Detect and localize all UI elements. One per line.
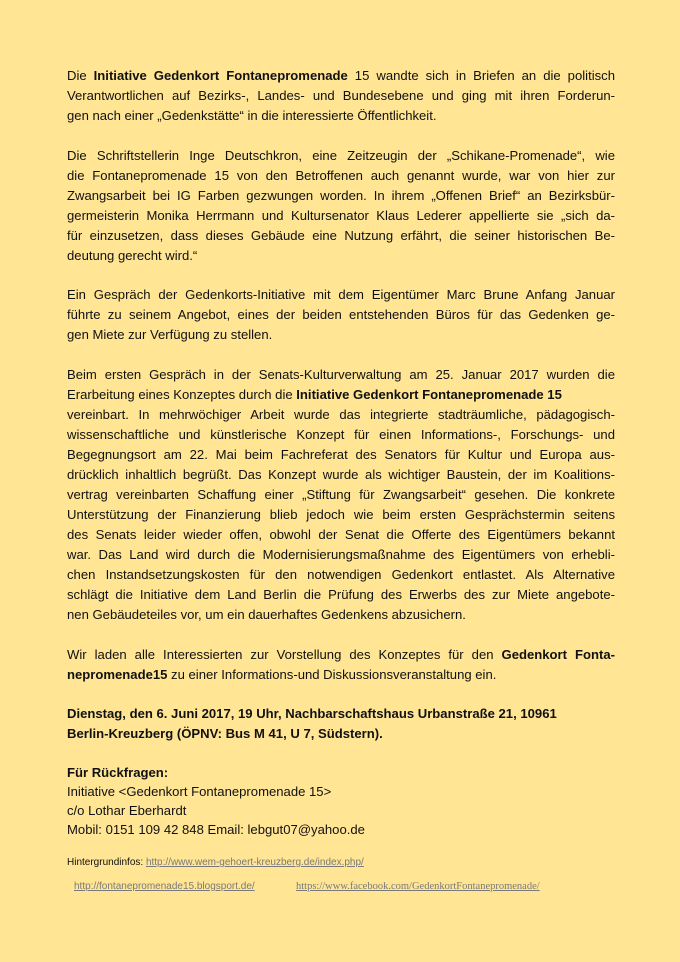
contact-person: c/o Lothar Eberhardt [67,803,187,818]
paragraph-4-line-9: des Senats leider wieder offen, obwohl der Senat die Offerte des Eigentümers bekannt [67,527,615,542]
paragraph-4-line-5: Begegnungsort am 22. Mai beim Fachreferat des Senators für Kultur und Europa aus- [67,447,615,462]
paragraph-4-line-6: drücklich inhaltlich begrüßt. Das Konzept wurde als wichtiger Baustein, der im Koalitions- [67,467,615,482]
paragraph-3-line-2: führte zu seinem Angebot, eines der beiden entstehenden Büros für das Gedenken ge- [67,307,615,322]
paragraph-2-line-2: die Fontanepromenade 15 von den Betroffenen auch genannt wurde, war von hier zur [67,168,615,183]
initiative-name: Initiative Gedenkort Fontanepromenade 15 [296,387,562,402]
paragraph-2-line-6: deutung gerecht wird.“ [67,248,198,263]
paragraph-2-line-5: für einzusetzen, dass dieses Gebäude eine Nutzung erfährt, die seiner historischen Be- [67,228,615,243]
paragraph-3-line-1: Ein Gespräch der Gedenkorts-Initiative mit dem Eigentümer Marc Brune Anfang Januar [67,287,615,302]
paragraph-4-line-3: vereinbart. In mehrwöchiger Arbeit wurde das integrierte stadträumliche, pädagogisch- [67,407,615,422]
paragraph-4-line-10: war. Das Land wird durch die Modernisierungsmaßnahme des Eigentümers von erhebli- [67,547,615,562]
paragraph-4-line-4: wissenschaftliche und künstlerische Konzept für einen Informations-, Forschungs- und [67,427,615,442]
paragraph-1-line-3: gen nach einer „Gedenkstätte“ in die interessierte Öffentlichkeit. [67,108,437,123]
facebook-link[interactable]: https://www.facebook.com/GedenkortFontanepromenade/ [296,881,540,892]
paragraph-2-line-3: Zwangsarbeit bei IG Farben gezwungen worden. In ihrem „Offenen Brief“ an Bezirksbür- [67,188,615,203]
paragraph-4-line-11: chen Instandsetzungskosten für den notwendigen Gedenkort entlastet. Als Alternative [67,567,615,582]
blogsport-link[interactable]: http://fontanepromenade15.blogsport.de/ [74,881,255,892]
paragraph-2-line-1: Die Schriftstellerin Inge Deutschkron, eine Zeitzeugin der „Schikane-Promenade“, wie [67,148,615,163]
paragraph-1-line-1: Die Initiative Gedenkort Fontanepromenade 15 wandte sich in Briefen an die politisch [67,68,615,83]
blog-link-line [74,880,255,894]
contact-organization: Initiative <Gedenkort Fontanepromenade 15> [67,784,332,799]
contact-phone-email: Mobil: 0151 109 42 848 Email: lebgut07@yahoo.de [67,822,365,837]
event-location-line: Berlin-Kreuzberg (ÖPNV: Bus M 41, U 7, Südstern). [67,726,383,741]
paragraph-4-line-8: Unterstützung der Finanzierung blieb jedoch wie beim ersten Gesprächstermin seitens [67,507,615,522]
paragraph-5-line-2: nepromenade15 zu einer Informations-und Diskussionsveranstaltung ein. [67,667,497,682]
event-date-line: Dienstag, den 6. Juni 2017, 19 Uhr, Nachbarschaftshaus Urbanstraße 21, 10961 [67,706,557,721]
background-info-line [67,856,364,870]
paragraph-4-line-12: schlägt die Initiative dem Land Berlin die Prüfung des Erwerbs des zur Miete angebote- [67,587,615,602]
paragraph-4-line-1: Beim ersten Gespräch in der Senats-Kulturverwaltung am 25. Januar 2017 wurden die [67,367,615,382]
gedenkort-name: nepromenade15 [67,667,168,682]
initiative-name: Initiative Gedenkort Fontanepromenade [93,68,348,83]
paragraph-4-line-2: Erarbeitung eines Konzeptes durch die Initiative Gedenkort Fontanepromenade 15 [67,387,562,402]
gedenkort-name: Gedenkort Fonta- [501,647,615,662]
paragraph-2-line-4: germeisterin Monika Herrmann und Kultursenator Klaus Lederer appellierte sie „sich da- [67,208,615,223]
contact-heading: Für Rückfragen: [67,765,169,780]
background-info-label: Hintergrundinfos: [67,857,146,868]
wem-gehoert-kreuzberg-link[interactable]: http://www.wem-gehoert-kreuzberg.de/index.php/ [145,857,364,868]
paragraph-5-line-1: Wir laden alle Interessierten zur Vorstellung des Konzeptes für den Gedenkort Fonta- [67,647,615,662]
paragraph-4-line-13: nen Gebäudeteiles vor, um ein dauerhaftes Gedenkens abzusichern. [67,607,466,622]
paragraph-4-line-7: vertrag vereinbarten Schaffung einer „Stiftung für Zwangsarbeit“ gesehen. Die konkrete [67,487,615,502]
paragraph-3-line-3: gen Miete zur Verfügung zu stellen. [67,327,273,342]
facebook-link-line [296,880,540,894]
paragraph-1-line-2: Verantwortlichen auf Bezirks-, Landes- und Bundesebene und ging mit ihren Forderun- [67,88,615,103]
